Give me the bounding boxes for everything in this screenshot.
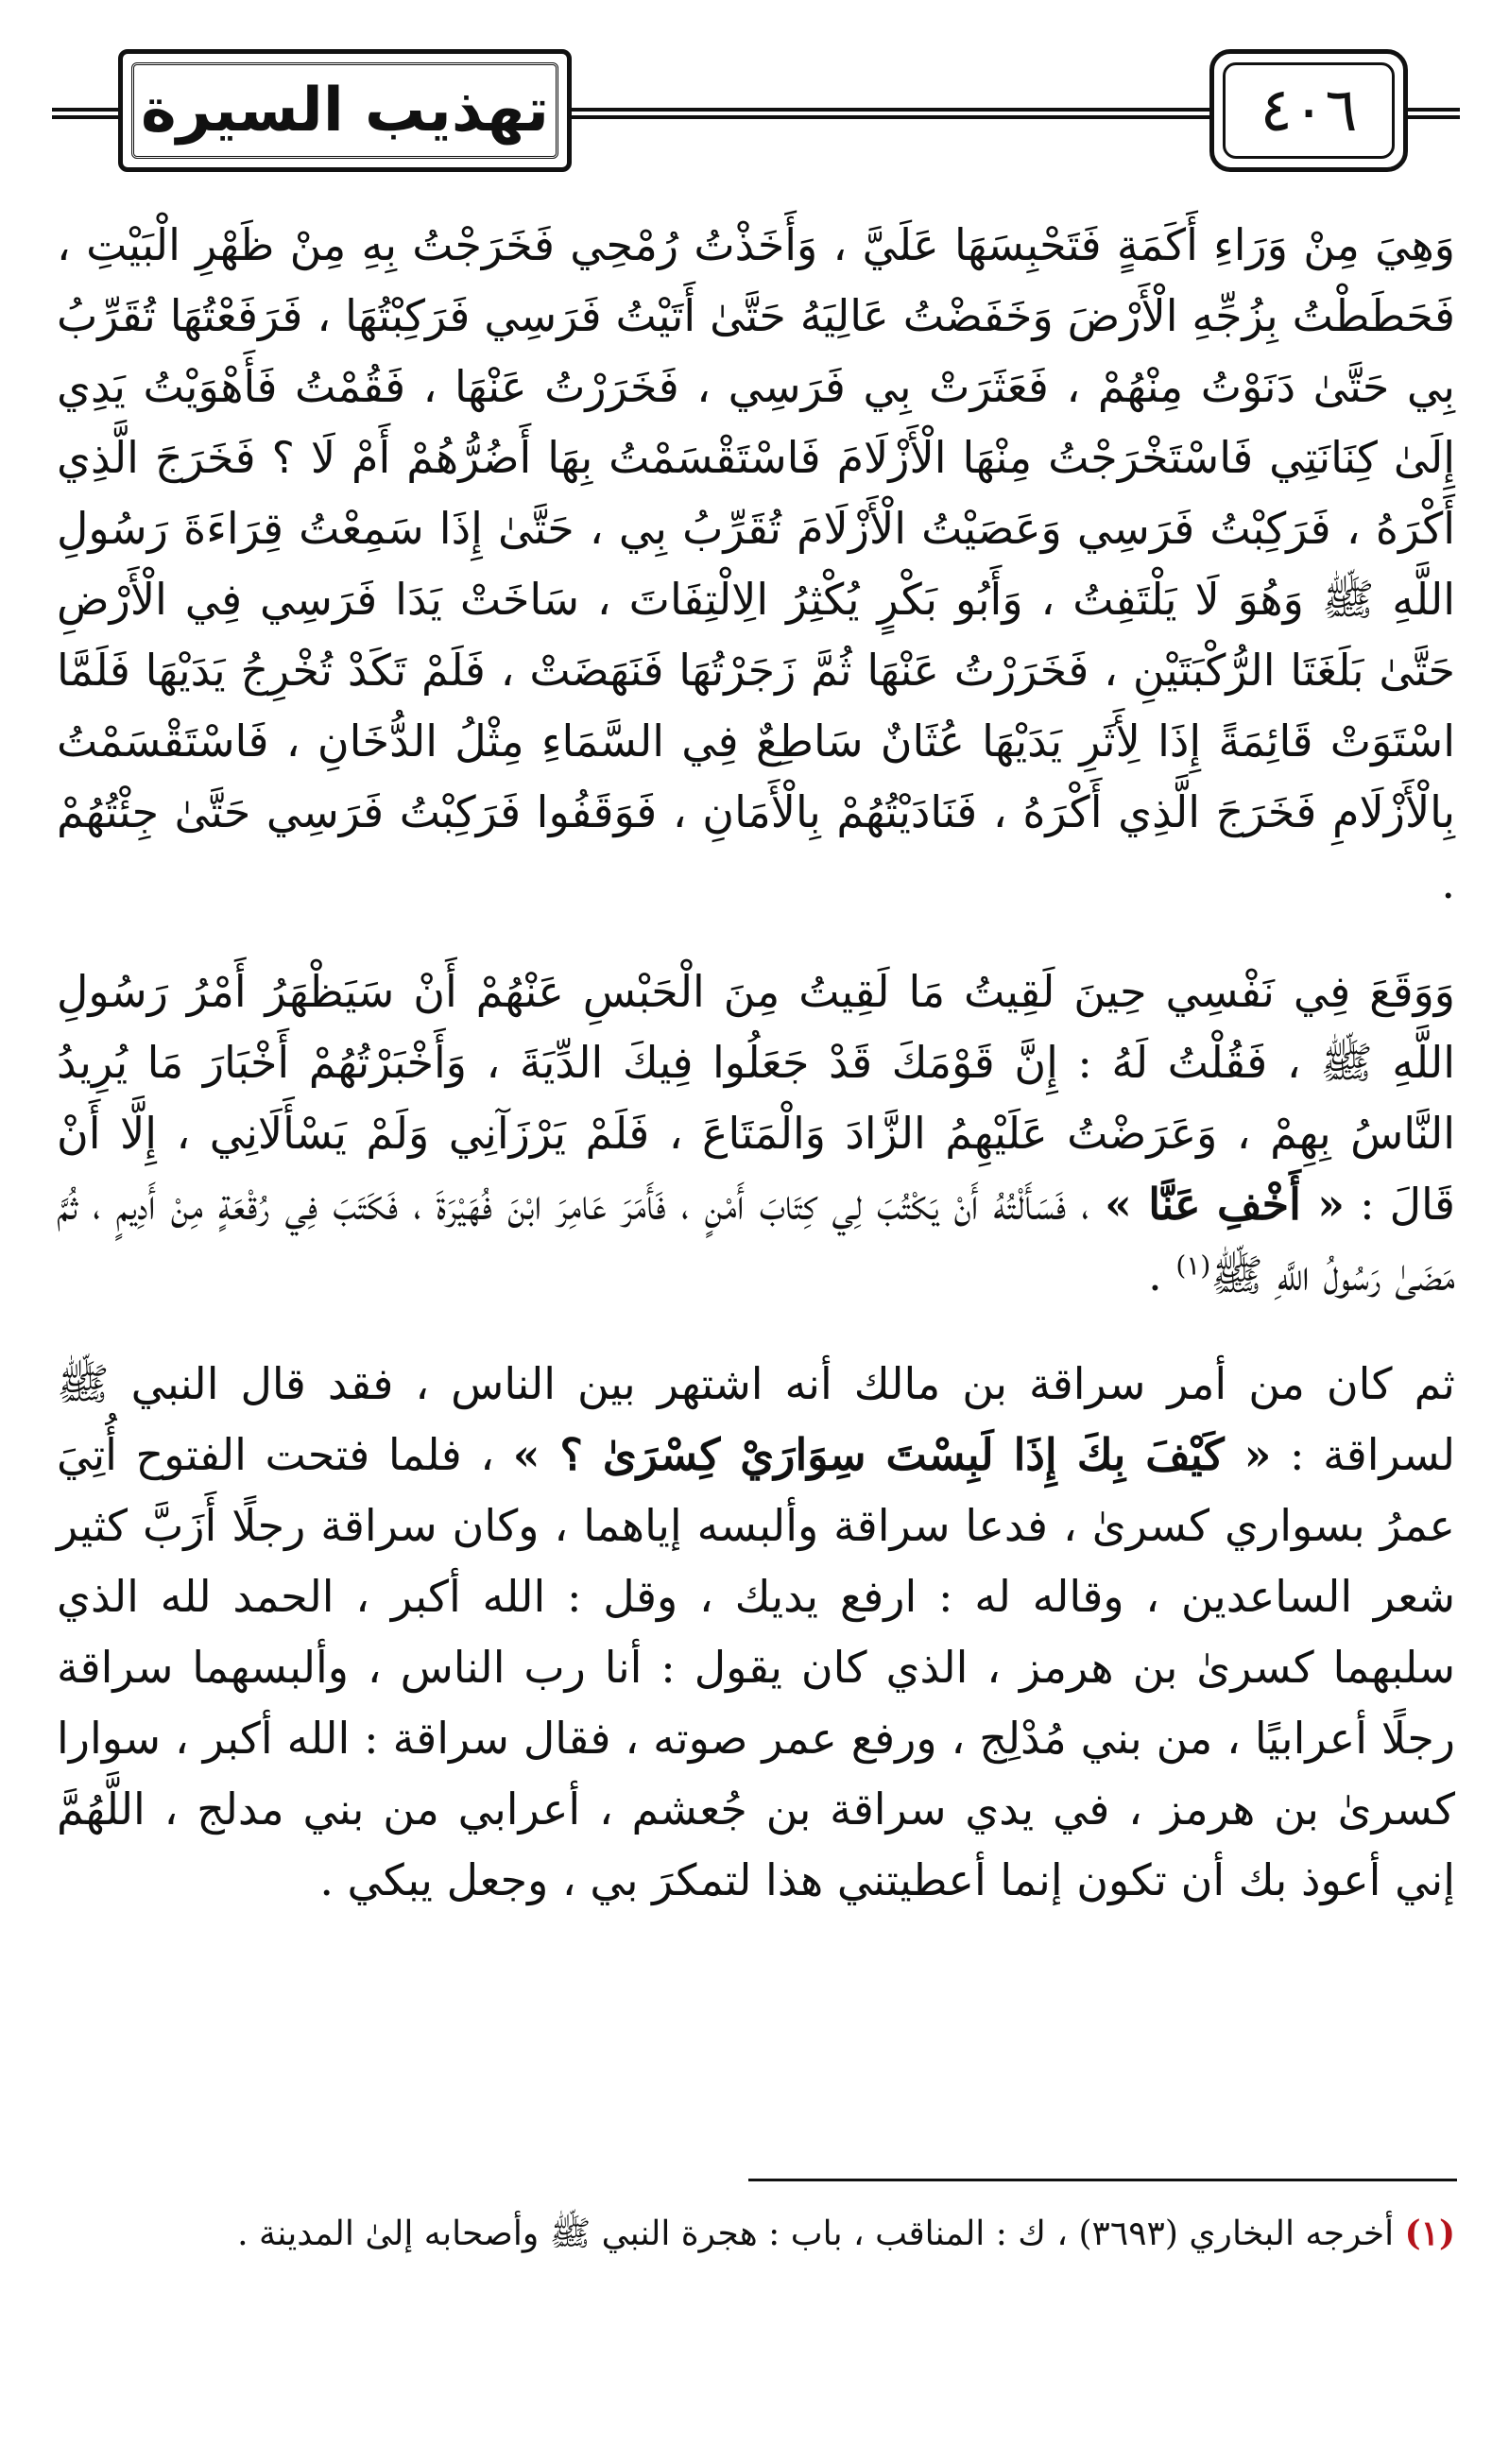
footnote-text: أخرجه البخاري (٣٦٩٣) ، ك : المناقب ، باب : هجرة النبي ﷺ وأصحابه إلىٰ المدينة . bbox=[237, 2214, 1395, 2253]
page-number-box bbox=[1209, 49, 1408, 172]
paragraph bbox=[57, 210, 1455, 919]
page-header bbox=[52, 49, 1460, 191]
paragraph-end: . bbox=[1148, 1249, 1176, 1301]
footnote bbox=[57, 2210, 1455, 2258]
paragraph bbox=[57, 1349, 1455, 1916]
main-text bbox=[57, 210, 1455, 1916]
book-title-cartouche bbox=[118, 49, 572, 172]
footnote-marker: (١) bbox=[1404, 2214, 1455, 2253]
hadith-quote: « أَخْفِ عَنَّا » bbox=[1105, 1179, 1346, 1230]
paragraph-text: ثم كان من أمر سراقة بن مالك أنه اشتهر بين الناس ، فقد قال النبي ﷺ لسراقة : bbox=[57, 1358, 1455, 1480]
paragraph-text: وَوَقَعَ فِي نَفْسِي حِينَ لَقِيتُ مَا لَقِيتُ مِنَ الْحَبْسِ عَنْهُمْ أَنْ سَيَظْهَرُ أَمْرُ رَسُولِ اللَّهِ ﷺ ، فَقُلْتُ لَهُ : إِنَّ قَوْمَكَ قَدْ جَعَلُوا فِيكَ الدِّيَةَ ، وَأَخْبَرْتُهُمْ أَخْبَارَ مَا يُرِيدُ النَّاسُ بِهِمْ ، وَعَرَضْتُ عَلَيْهِمُ الزَّادَ وَالْمَتَاعَ ، فَلَمْ يَرْزَآنِي وَلَمْ يَسْأَلَانِي ، إِلَّا أَنْ قَالَ : bbox=[57, 966, 1456, 1230]
paragraph-text: وَهِيَ مِنْ وَرَاءِ أَكَمَةٍ فَتَحْبِسَهَا عَلَيَّ ، وَأَخَذْتُ رُمْحِي فَخَرَجْتُ بِهِ مِنْ ظَهْرِ الْبَيْتِ ، فَحَطَطْتُ بِزُجِّهِ الْأَرْضَ وَخَفَضْتُ عَالِيَهُ حَتَّىٰ أَتَيْتُ فَرَسِي فَرَكِبْتُهَا ، فَرَفَعْتُهَا تُقَرِّبُ بِي حَتَّىٰ دَنَوْتُ مِنْهُمْ ، فَعَثَرَتْ بِي فَرَسِي ، فَخَرَرْتُ عَنْهَا ، فَقُمْتُ فَأَهْوَيْتُ يَدِي إِلَىٰ كِنَانَتِي فَاسْتَخْرَجْتُ مِنْهَا الْأَزْلَامَ فَاسْتَقْسَمْتُ بِهَا أَضُرُّهُمْ أَمْ لَا ؟ فَخَرَجَ الَّذِي أَكْرَهُ ، فَرَكِبْتُ فَرَسِي وَعَصَيْتُ الْأَزْلَامَ تُقَرِّبُ بِي ، حَتَّىٰ إِذَا سَمِعْتُ قِرَاءَةَ رَسُولِ اللَّهِ ﷺ وَهُوَ لَا يَلْتَفِتُ ، وَأَبُو بَكْرٍ يُكْثِرُ الِالْتِفَاتَ ، سَاخَتْ يَدَا فَرَسِي فِي الْأَرْضِ حَتَّىٰ بَلَغَتَا الرُّكْبَتَيْنِ ، فَخَرَرْتُ عَنْهَا ثُمَّ زَجَرْتُهَا فَنَهَضَتْ ، فَلَمْ تَكَدْ تُخْرِجُ يَدَيْهَا فَلَمَّا اسْتَوَتْ قَائِمَةً إِذَا لِأَثَرِ يَدَيْهَا عُثَانٌ سَاطِعٌ فِي السَّمَاءِ مِثْلُ الدُّخَانِ ، فَاسْتَقْسَمْتُ بِالْأَزْلَامِ فَخَرَجَ الَّذِي أَكْرَهُ ، فَنَادَيْتُهُمْ بِالْأَمَانِ ، فَوَقَفُوا فَرَكِبْتُ فَرَسِي حَتَّىٰ جِئْتُهُمْ . bbox=[57, 219, 1455, 908]
paragraph-text: ، فلما فتحت الفتوح أُتِيَ عمرُ بسواري كسرىٰ ، فدعا سراقة وألبسه إياهما ، وكان سراقة رجلًا أَزَبَّ كثير شعر الساعدين ، وقاله له : ارفع يديك ، وقل : الله أكبر ، الحمد لله الذي سلبهما كسرىٰ بن هرمز ، الذي كان يقول : أنا رب الناس ، وألبسهما سراقة رجلًا أعرابيًا ، من بني مُدْلِج ، ورفع عمر صوته ، فقال سراقة : الله أكبر ، سوارا كسرىٰ بن هرمز ، في يدي سراقة بن جُعشم ، أعرابي من بني مدلج ، اللَّهُمَّ إني أعوذ بك أن تكون إنما أعطيتني هذا لتمكرَ بي ، وجعل يبكي . bbox=[57, 1429, 1455, 1905]
footnote-reference[interactable]: (١) bbox=[1175, 1249, 1211, 1282]
footnote-divider bbox=[748, 2179, 1457, 2181]
paragraph-text: ، فَسَأَلْتُهُ أَنْ يَكْتُبَ لِي كِتَابَ أَمْنٍ ، فَأَمَرَ عَامِرَ ابْنَ فُهَيْرَةَ ، فَكَتَبَ فِي رُقْعَةٍ مِنْ أَدِيمٍ ، ثُمَّ مَضَىٰ رَسُولُ اللَّهِ ﷺ bbox=[57, 1179, 1455, 1301]
book-title: تهذيب السيرة bbox=[140, 76, 550, 146]
paragraph bbox=[57, 956, 1455, 1311]
hadith-quote: « كَيْفَ بِكَ إِذَا لَبِسْتَ سِوَارَيْ كِسْرَىٰ ؟ » bbox=[512, 1429, 1272, 1480]
page-number: ٤٠٦ bbox=[1260, 76, 1358, 146]
